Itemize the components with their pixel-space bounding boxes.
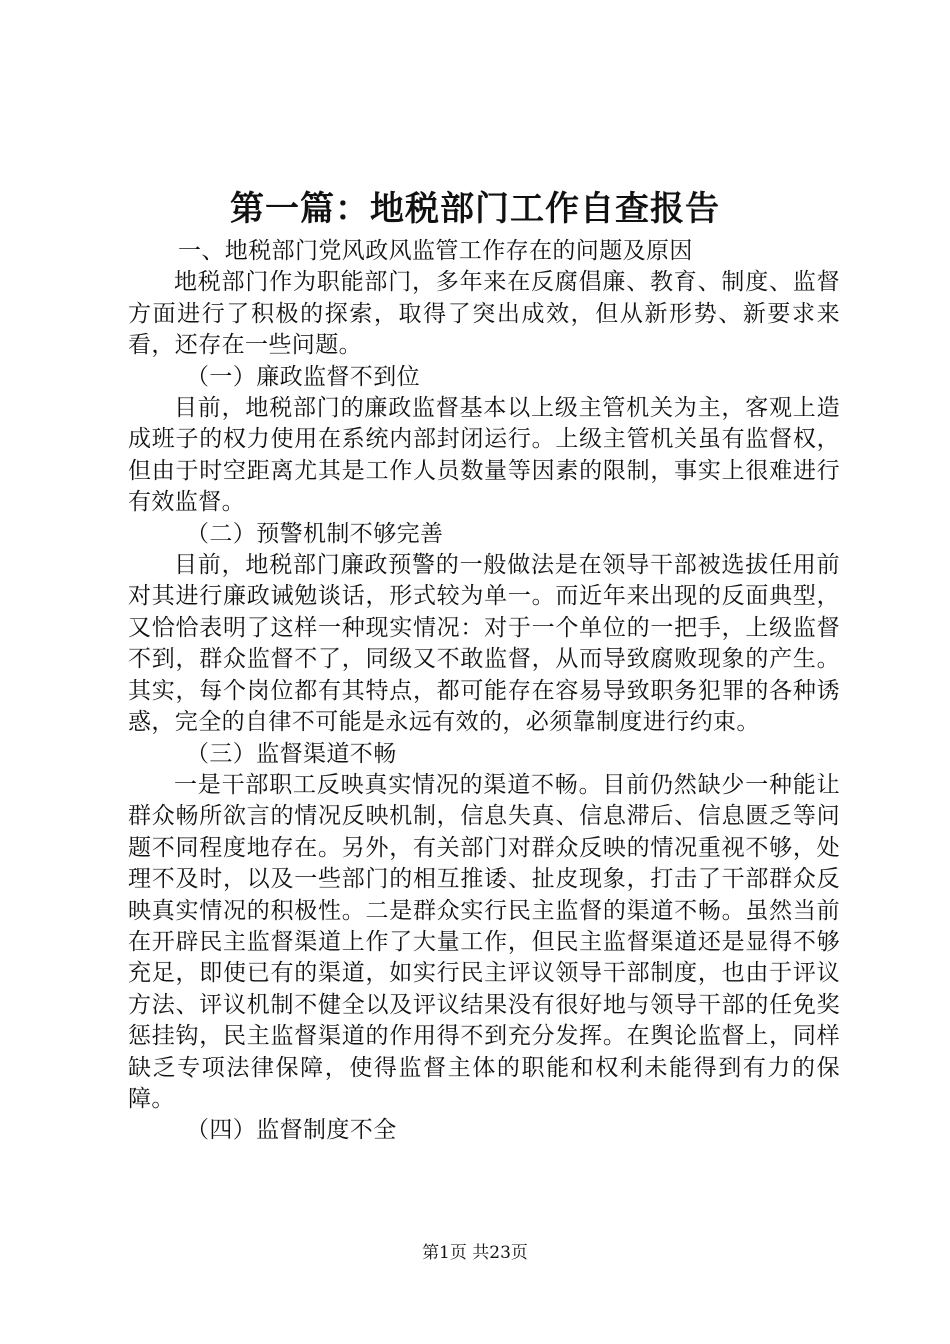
subsection-heading: （一）廉政监督不到位 (186, 363, 420, 390)
page-footer: 第1页 共23页 (422, 1243, 528, 1263)
subsection-heading: （三）监督渠道不畅 (186, 740, 397, 767)
body-paragraph: 地税部门作为职能部门，多年来在反腐倡廉、教育、制度、监督方面进行了积极的探索，取得了突出成效，但从新形势、新要求来看，还存在一些问题。 (128, 269, 840, 359)
body-paragraph: 一是干部职工反映真实情况的渠道不畅。目前仍然缺少一种能让群众畅所欲言的情况反映机制，信息失真、信息滞后、信息匮乏等问题不同程度地存在。另外，有关部门对群众反映的情况重视不够，处理不及时，以及一些部门的相互推诿、扯皮现象，打击了干部群众反映真实情况的积极性。二是群众实行民主监督的渠道不畅。虽然当前在开辟民主监督渠道上作了大量工作，但民主监督渠道还是显得不够充足，即使已有的渠道，如实行民主评议领导干部制度，也由于评议方法、评议机制不健全以及评议结果没有很好地与领导干部的任免奖惩挂钩，民主监督渠道的作用得不到充分发挥。在舆论监督上，同样缺乏专项法律保障，使得监督主体的职能和权利未能得到有力的保障。 (128, 771, 840, 1112)
subsection-heading: （二）预警机制不够完善 (186, 520, 444, 547)
subsection-heading: （四）监督制度不全 (186, 1117, 397, 1144)
body-paragraph: 目前，地税部门廉政预警的一般做法是在领导干部被选拔任用前对其进行廉政诫勉谈话，形式较为单一。而近年来出现的反面典型，又恰恰表明了这样一种现实情况：对于一个单位的一把手，上级监督不到，群众监督不了，同级又不敢监督，从而导致腐败现象的产生。其实，每个岗位都有其特点，都可能存在容易导致职务犯罪的各种诱惑，完全的自律不可能是永远有效的，必须靠制度进行约束。 (128, 552, 840, 736)
section-heading: 一、地税部门党风政风监管工作存在的问题及原因 (178, 238, 693, 264)
document-title: 第一篇：地税部门工作自查报告 (230, 189, 720, 229)
body-paragraph: 目前，地税部门的廉政监督基本以上级主管机关为主，客观上造成班子的权力使用在系统内部封闭运行。上级主管机关虽有监督权，但由于时空距离尤其是工作人员数量等因素的限制，事实上很难进行有效监督。 (128, 395, 840, 516)
document-body (128, 236, 840, 1147)
